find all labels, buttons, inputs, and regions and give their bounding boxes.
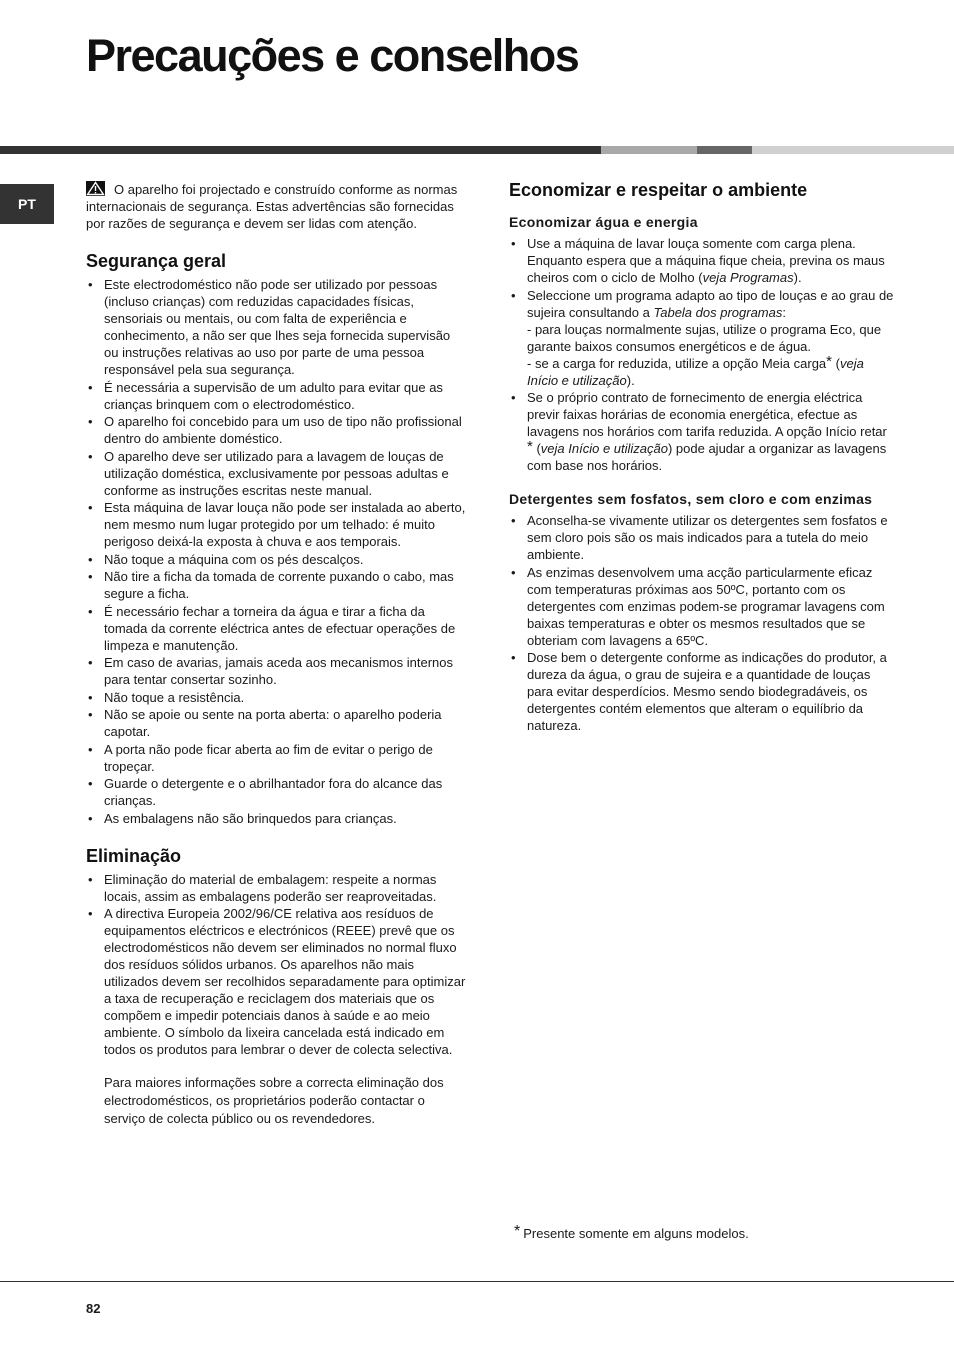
- asterisk-marker: *: [826, 352, 833, 370]
- eliminacao-note: Para maiores informações sobre a correcta eliminação dos electrodomésticos, os proprietários poderão contactar o serviço de colecta público ou os revendedores.: [104, 1075, 444, 1126]
- list-item: • Se o próprio contrato de fornecimento de energia eléctrica previr faixas horárias de economia energética, efectue as lavagens nos horários com tarifa reduzida. A opção Início retar * (veja Início e utilização) pode ajudar a organizar as lavagens com base nos horários.: [509, 389, 894, 474]
- header-rule-mid: [601, 146, 697, 154]
- list-item: • Não tire a ficha da tomada de corrente puxando o cabo, mas segure a ficha.: [86, 568, 466, 602]
- detergentes-list: [509, 512, 894, 734]
- section-heading-economizar: Economizar e respeitar o ambiente: [509, 180, 808, 200]
- list-item: • Eliminação do material de embalagem: respeite a normas locais, assim as embalagens poderão ser reaproveitadas.: [86, 871, 466, 905]
- header-rule-light: [752, 146, 954, 154]
- left-column: [86, 181, 466, 1128]
- list-item: • Não toque a máquina com os pés descalços.: [86, 551, 466, 568]
- seguranca-list: [86, 276, 466, 827]
- list-item: • Em caso de avarias, jamais aceda aos mecanismos internos para tentar consertar sozinho.: [86, 654, 466, 688]
- list-item: • O aparelho foi concebido para um uso de tipo não profissional dentro do ambiente doméstico.: [86, 413, 466, 447]
- asterisk-marker: *: [527, 438, 533, 455]
- list-item: • É necessária a supervisão de um adulto para evitar que as crianças brinquem com o electrodoméstico.: [86, 379, 466, 413]
- asterisk-marker: *: [514, 1223, 521, 1240]
- sub-item: - para louças normalmente sujas, utilize o programa Eco, que garante baixos consumos energéticos e de água.: [527, 321, 882, 354]
- list-item: • As embalagens não são brinquedos para crianças.: [86, 810, 466, 827]
- footnote: [514, 1223, 749, 1241]
- list-item: • Não toque a resistência.: [86, 689, 466, 706]
- list-item: • Aconselha-se vivamente utilizar os detergentes sem fosfatos e sem cloro pois são os mais indicados para a tutela do meio ambiente.: [509, 512, 894, 563]
- right-column: [509, 179, 894, 735]
- list-item: • A porta não pode ficar aberta ao fim de evitar o perigo de tropeçar.: [86, 741, 466, 775]
- header-rule-dark2: [697, 146, 752, 154]
- list-item: • A directiva Europeia 2002/96/CE relativa aos resíduos de equipamentos eléctricos e electrónicos (REEE) prevê que os electrodomésticos não devem ser eliminados no normal fluxo dos resíduos sólidos urbanos. Os aparelhos não mais utilizados devem ser recolhidos separadamente para optimizar a taxa de recuperação e reciclagem dos materiais que os compõem e impedir potenciais danos à saúde e ao meio ambiente. O símbolo da lixeira cancelada está indicado em todos os produtos para lembrar o dever de colecta selectiva.: [86, 905, 466, 1058]
- list-item: • Seleccione um programa adapto ao tipo de louças e ao grau de sujeira consultando a Tabela dos programas: - para louças normalmente sujas, utilize o programa Eco, que garante baixos consumos energéticos e de água. - se a carga for reduzida, utilize a opção Meia carga* (veja Início e utilização).: [509, 287, 894, 389]
- subheading-agua-energia: Economizar água e energia: [509, 214, 698, 230]
- agua-energia-list: [509, 235, 894, 474]
- section-heading-eliminacao: Eliminação: [86, 845, 182, 866]
- list-item: • Não se apoie ou sente na porta aberta: o aparelho poderia capotar.: [86, 706, 466, 740]
- subheading-detergentes: Detergentes sem fosfatos, sem cloro e com enzimas: [509, 491, 873, 507]
- list-item: • As enzimas desenvolvem uma acção particularmente eficaz com temperaturas próximas aos 50ºC, portanto com os detergentes com enzimas podem-se programar lavagens com baixas temperaturas e obter os mesmos resultados que se obteriam com lavagens a 65ºC.: [509, 564, 894, 649]
- list-item: • Dose bem o detergente conforme as indicações do produtor, a dureza da água, o grau de sujeira e a quantidade de louças para evitar desperdícios. Mesmo sendo biodegradáveis, os detergentes contém elementos que alteram o equilíbrio da natureza.: [509, 649, 894, 734]
- warning-triangle-icon: [86, 181, 105, 196]
- sub-item: - se a carga for reduzida, utilize a opção Meia carga* (veja Início e utilização).: [527, 352, 864, 388]
- list-item: • Guarde o detergente e o abrilhantador fora do alcance das crianças.: [86, 775, 466, 809]
- list-item: • Este electrodoméstico não pode ser utilizado por pessoas (incluso crianças) com reduzidas capacidades físicas, sensoriais ou mentais, ou com falta de experiência e conhecimento, a não ser que lhes seja fornecida supervisão ou instruções relativas ao uso por parte de uma pessoa responsável pela sua segurança.: [86, 276, 466, 378]
- page-number: 82: [86, 1301, 101, 1316]
- page-title: Precauções e conselhos: [86, 30, 579, 81]
- list-item: • O aparelho deve ser utilizado para a lavagem de louças de utilização doméstica, exclusivamente por pessoas adultas e conforme as instruções escritas neste manual.: [86, 448, 466, 499]
- intro-paragraph: [86, 181, 466, 232]
- eliminacao-list: [86, 871, 466, 1059]
- intro-text: O aparelho foi projectado e construído conforme as normas internacionais de segurança. Estas advertências são fornecidas por razões de segurança e devem ser lidas com atenção.: [86, 182, 458, 231]
- footer-rule: [0, 1281, 954, 1282]
- list-item: • Esta máquina de lavar louça não pode ser instalada ao aberto, nem mesmo num lugar protegido por um telhado: é muito perigoso deixá-la exposta à chuva e aos temporais.: [86, 499, 466, 550]
- footnote-text: Presente somente em alguns modelos.: [523, 1226, 749, 1241]
- list-item: • É necessário fechar a torneira da água e tirar a ficha da tomada da corrente eléctrica antes de efectuar operações de limpeza e manutenção.: [86, 603, 466, 654]
- header-rule-dark: [0, 146, 601, 154]
- list-item: • Use a máquina de lavar louça somente com carga plena. Enquanto espera que a máquina fique cheia, previna os maus cheiros com o ciclo de Molho (veja Programas).: [509, 235, 894, 286]
- language-badge: PT: [0, 184, 54, 224]
- section-heading-seguranca: Segurança geral: [86, 251, 227, 271]
